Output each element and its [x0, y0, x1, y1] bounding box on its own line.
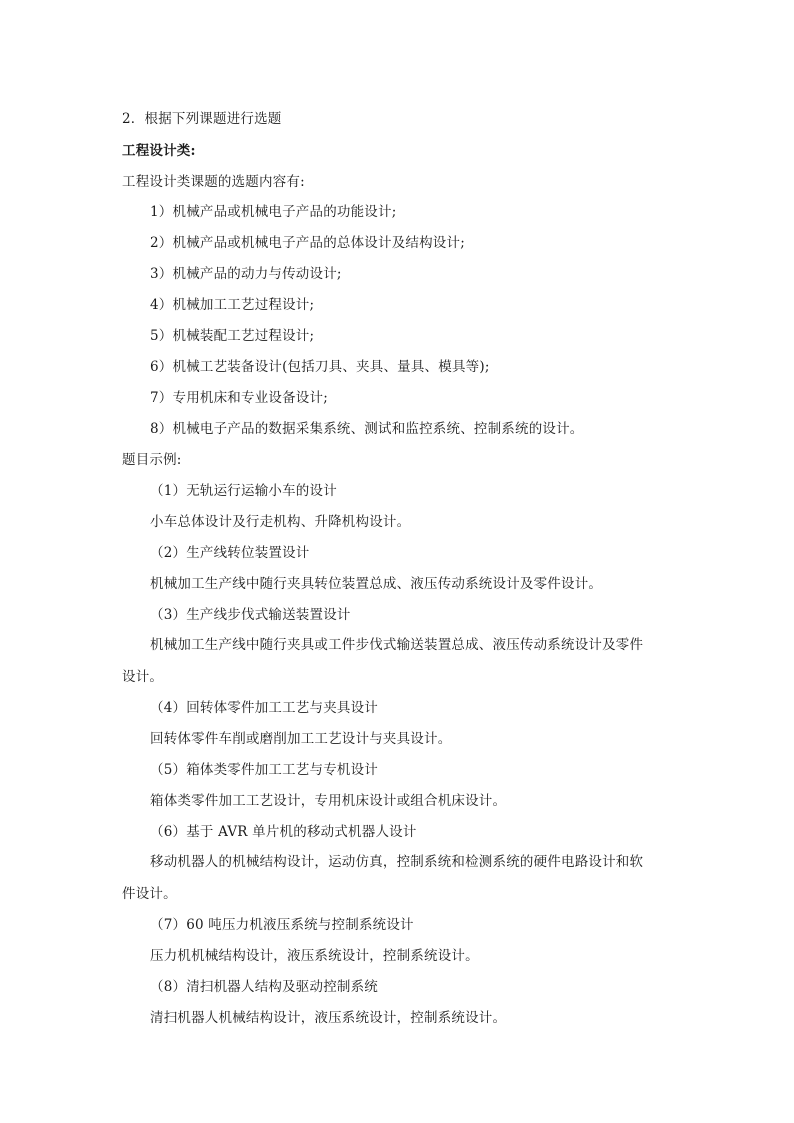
- section-heading: 2．根据下列课题进行选题: [122, 111, 282, 127]
- example-title: （1）无轨运行运输小车的设计: [150, 483, 337, 499]
- example-description: 机械加工生产线中随行夹具转位装置总成、液压传动系统设计及零件设计。: [150, 576, 603, 592]
- example-title: （6）基于 AVR 单片机的移动式机器人设计: [150, 824, 417, 840]
- example-description: 机械加工生产线中随行夹具或工件步伐式输送装置总成、液压传动系统设计及零件设计。: [122, 637, 644, 685]
- example-title: （8）清扫机器人结构及驱动控制系统: [150, 979, 378, 995]
- example-title: （3）生产线步伐式输送装置设计: [150, 607, 351, 623]
- example-title: （5）箱体类零件加工工艺与专机设计: [150, 762, 378, 778]
- example-description: 清扫机器人机械结构设计，液压系统设计，控制系统设计。: [150, 1010, 507, 1026]
- example-description: 小车总体设计及行走机构、升降机构设计。: [150, 514, 411, 530]
- example-description: 箱体类零件加工工艺设计，专用机床设计或组合机床设计。: [150, 793, 507, 809]
- category-title: 工程设计类:: [122, 143, 196, 159]
- example-title: （7）60 吨压力机液压系统与控制系统设计: [150, 917, 414, 933]
- examples-title: 题目示例:: [122, 452, 182, 468]
- intro-paragraph: 工程设计类课题的选题内容有:: [122, 174, 305, 190]
- topic-item: 1）机械产品或机械电子产品的功能设计;: [150, 204, 397, 220]
- example-description: 移动机器人的机械结构设计，运动仿真，控制系统和检测系统的硬件电路设计和软件设计。: [122, 854, 644, 902]
- topic-item: 2）机械产品或机械电子产品的总体设计及结构设计;: [150, 235, 465, 251]
- topic-item: 8）机械电子产品的数据采集系统、测试和监控系统、控制系统的设计。: [150, 421, 584, 437]
- example-title: （2）生产线转位装置设计: [150, 545, 310, 561]
- topic-item: 6）机械工艺装备设计(包括刀具、夹具、量具、模具等);: [150, 359, 490, 375]
- topic-item: 3）机械产品的动力与传动设计;: [150, 266, 342, 282]
- example-title: （4）回转体零件加工工艺与夹具设计: [150, 700, 378, 716]
- topic-item: 7）专用机床和专业设备设计;: [150, 390, 328, 406]
- topic-item: 5）机械装配工艺过程设计;: [150, 328, 315, 344]
- example-description: 压力机机械结构设计，液压系统设计，控制系统设计。: [150, 948, 479, 964]
- example-description: 回转体零件车削或磨削加工工艺设计与夹具设计。: [150, 731, 452, 747]
- topic-item: 4）机械加工工艺过程设计;: [150, 297, 315, 313]
